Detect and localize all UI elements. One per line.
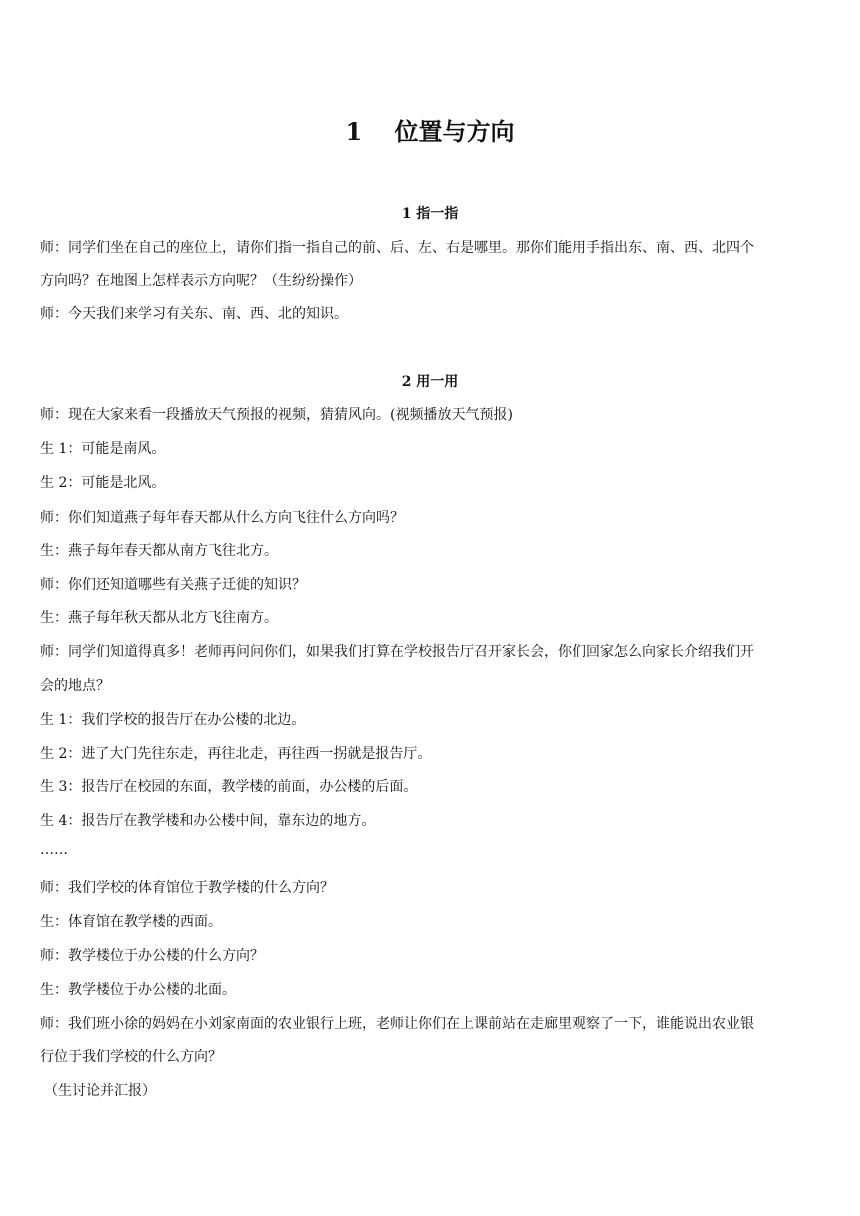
text-line: 生 3：报告厅在校园的东面，教学楼的前面，办公楼的后面。 bbox=[40, 779, 418, 795]
text-line: 师：我们学校的体育馆位于教学楼的什么方向？ bbox=[40, 880, 334, 896]
text-line: 会的地点？ bbox=[40, 678, 110, 694]
section-heading-2: 2 用一用 bbox=[401, 374, 459, 390]
section-heading-1: 1 指一指 bbox=[401, 206, 459, 222]
text-line: 生：体育馆在教学楼的西面。 bbox=[40, 914, 222, 930]
text-line: 生：燕子每年春天都从南方飞往北方。 bbox=[40, 543, 278, 559]
ellipsis-line: …… bbox=[40, 842, 68, 858]
text-line: 生：燕子每年秋天都从北方飞往南方。 bbox=[40, 610, 278, 626]
text-line: 师：我们班小徐的妈妈在小刘家南面的农业银行上班，老师让你们在上课前站在走廊里观察了一下，谁能说出农业银 bbox=[40, 1016, 754, 1032]
text-line: 生 1：可能是南风。 bbox=[40, 441, 166, 457]
text-line: 师：你们知道燕子每年春天都从什么方向飞往什么方向吗？ bbox=[40, 510, 404, 526]
text-line: 生 2：可能是北风。 bbox=[40, 475, 166, 491]
text-line: 方向吗？在地图上怎样表示方向呢？（生纷纷操作） bbox=[40, 273, 362, 289]
text-line: （生讨论并汇报） bbox=[44, 1083, 156, 1099]
text-line: 生 2：进了大门先往东走，再往北走，再往西一拐就是报告厅。 bbox=[40, 746, 432, 762]
text-line: 生 4：报告厅在教学楼和办公楼中间，靠东边的地方。 bbox=[40, 813, 376, 829]
text-line: 生 1：我们学校的报告厅在办公楼的北边。 bbox=[40, 712, 306, 728]
page-title: 1 位置与方向 bbox=[345, 117, 515, 146]
text-line: 师：同学们坐在自己的座位上，请你们指一指自己的前、后、左、右是哪里。那你们能用手指出东、南、西、北四个 bbox=[40, 240, 754, 256]
text-line: 师：你们还知道哪些有关燕子迁徙的知识？ bbox=[40, 577, 306, 593]
text-line: 师：同学们知道得真多！老师再问问你们，如果我们打算在学校报告厅召开家长会，你们回家怎么向家长介绍我们开 bbox=[40, 644, 754, 660]
text-line: 行位于我们学校的什么方向？ bbox=[40, 1049, 222, 1065]
text-line: 生：教学楼位于办公楼的北面。 bbox=[40, 982, 236, 998]
text-line: 师：现在大家来看一段播放天气预报的视频，猜猜风向。(视频播放天气预报) bbox=[40, 407, 513, 423]
text-line: 师：教学楼位于办公楼的什么方向？ bbox=[40, 948, 264, 964]
text-line: 师：今天我们来学习有关东、南、西、北的知识。 bbox=[40, 306, 348, 322]
